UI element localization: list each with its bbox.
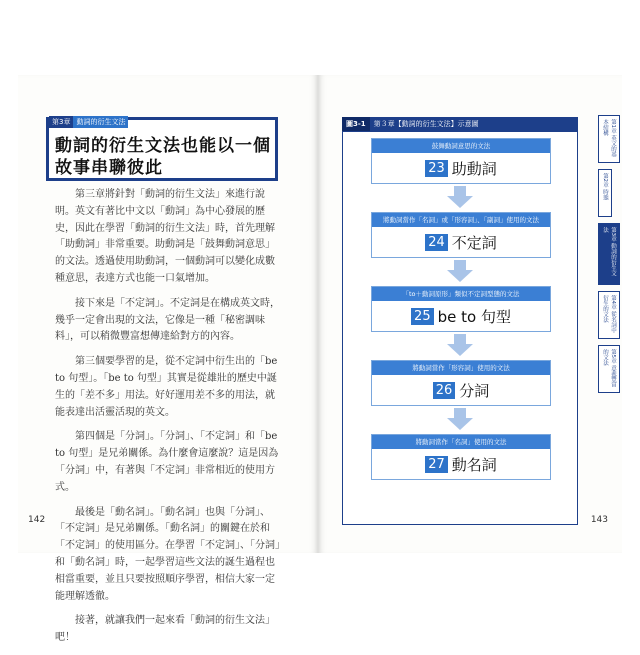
step-participle [371,360,551,406]
paragraph-3: 第三個要學習的是，從不定詞中衍生出的「be to 句型」。「be to 句型」其實是從雄壯的歷史中誕生的「差不多」用法。好好運用差不多的用法，就能表達出活靈活現的英文。 [55,356,278,418]
paragraph-2: 接下來是「不定詞」。不定詞是在構成英文時，幾乎一定會出現的文法，它像是一種「秘密調味料」，可以稍微豐富想傳達給對方的內容。 [55,297,280,343]
step-label: 不定詞 [451,233,497,252]
step-caption: 鼓舞動詞意思的文法 [372,139,550,153]
down-arrow-icon [447,186,473,208]
step-number: 25 [411,308,434,325]
down-arrow-icon [447,408,473,430]
page-number-left: 142 [28,515,46,525]
figure-header [342,117,578,131]
chapter-tag-title: 動詞的衍生文法 [73,116,128,128]
step-number: 24 [425,234,448,251]
chapter-tag [49,116,128,128]
paragraph-4: 第四個是「分詞」。「分詞」、「不定詞」和「be to 句型」是兄弟關係。為什麼會這麼說？這是因為「分詞」中，有著與「不定詞」非常相近的使用方式。 [55,431,279,493]
step-auxiliary-verb [371,138,551,184]
book-spread [18,75,622,644]
left-page [18,75,318,644]
body-text [55,187,281,655]
chapter-tabs [598,115,622,399]
step-caption: 將動詞當作「形容詞」使用的文法 [372,361,550,375]
paragraph-1: 第三章將針對「動詞的衍生文法」來進行說明。英文有著比中文以「動詞」為中心發展的歷史，因此在學習「動詞的衍生文法」時，首先理解「助動詞」非常重要。助動詞是「鼓舞動詞意思」的文法。透過使用助動詞，一個動詞可以變化成數種意思，表達方式也能一口氣增加。 [55,189,275,284]
down-arrow-icon [447,334,473,356]
figure-frame [342,131,578,525]
step-number: 27 [425,456,448,473]
chapter-tab-3-active: 第3章 動詞的衍生文法 [598,223,620,285]
page-number-right: 143 [590,515,608,525]
chapter-tab-5: 第5章 意義豐富的文法 [598,345,620,393]
paragraph-6: 接著，就讓我們一起來看「動詞的衍生文法」吧！ [55,615,275,644]
step-caption: 「to＋動詞原形」類似不定詞型態的文法 [372,287,550,301]
chapter-tag-number: 第3章 [49,116,73,128]
figure-number: 圖3-1 [342,117,370,131]
step-gerund [371,434,551,480]
step-infinitive [371,212,551,258]
chapter-tab-2: 第2章 時態 [598,169,612,217]
step-caption: 將動詞當作「名詞」使用的文法 [372,435,550,449]
page-title-line-2: 故事串聯彼此 [55,158,163,178]
step-number: 23 [425,160,448,177]
step-caption: 將動詞當作「名詞」或「形容詞」、「副詞」使用的文法 [372,213,550,227]
figure-title: 第３章【動詞的衍生文法】示意圖 [373,120,479,128]
step-be-to [371,286,551,332]
step-label: 動名詞 [451,455,497,474]
paragraph-5: 最後是「動名詞」。「動名詞」也與「分詞」、「不定詞」是兄弟關係。「動名詞」的關鍵在於和「不定詞」的使用區分。在學習「不定詞」、「分詞」和「動名詞」時，一起學習這些文法的誕生過程也相當重要，並且只要按照順序學習，相信大家一定能理解透徹。 [55,506,280,602]
step-number: 26 [433,382,456,399]
step-label: 分詞 [459,381,490,400]
chapter-tab-4: 第4章 從名詞中衍生的文法 [598,291,620,339]
down-arrow-icon [447,260,473,282]
step-label: be to 句型 [437,307,511,326]
page-title-line-1: 動詞的衍生文法也能以一個 [55,136,271,156]
step-label: 助動詞 [451,159,497,178]
right-page [318,75,622,553]
chapter-tab-1: 第1章 英文的基本結構 [598,115,620,163]
